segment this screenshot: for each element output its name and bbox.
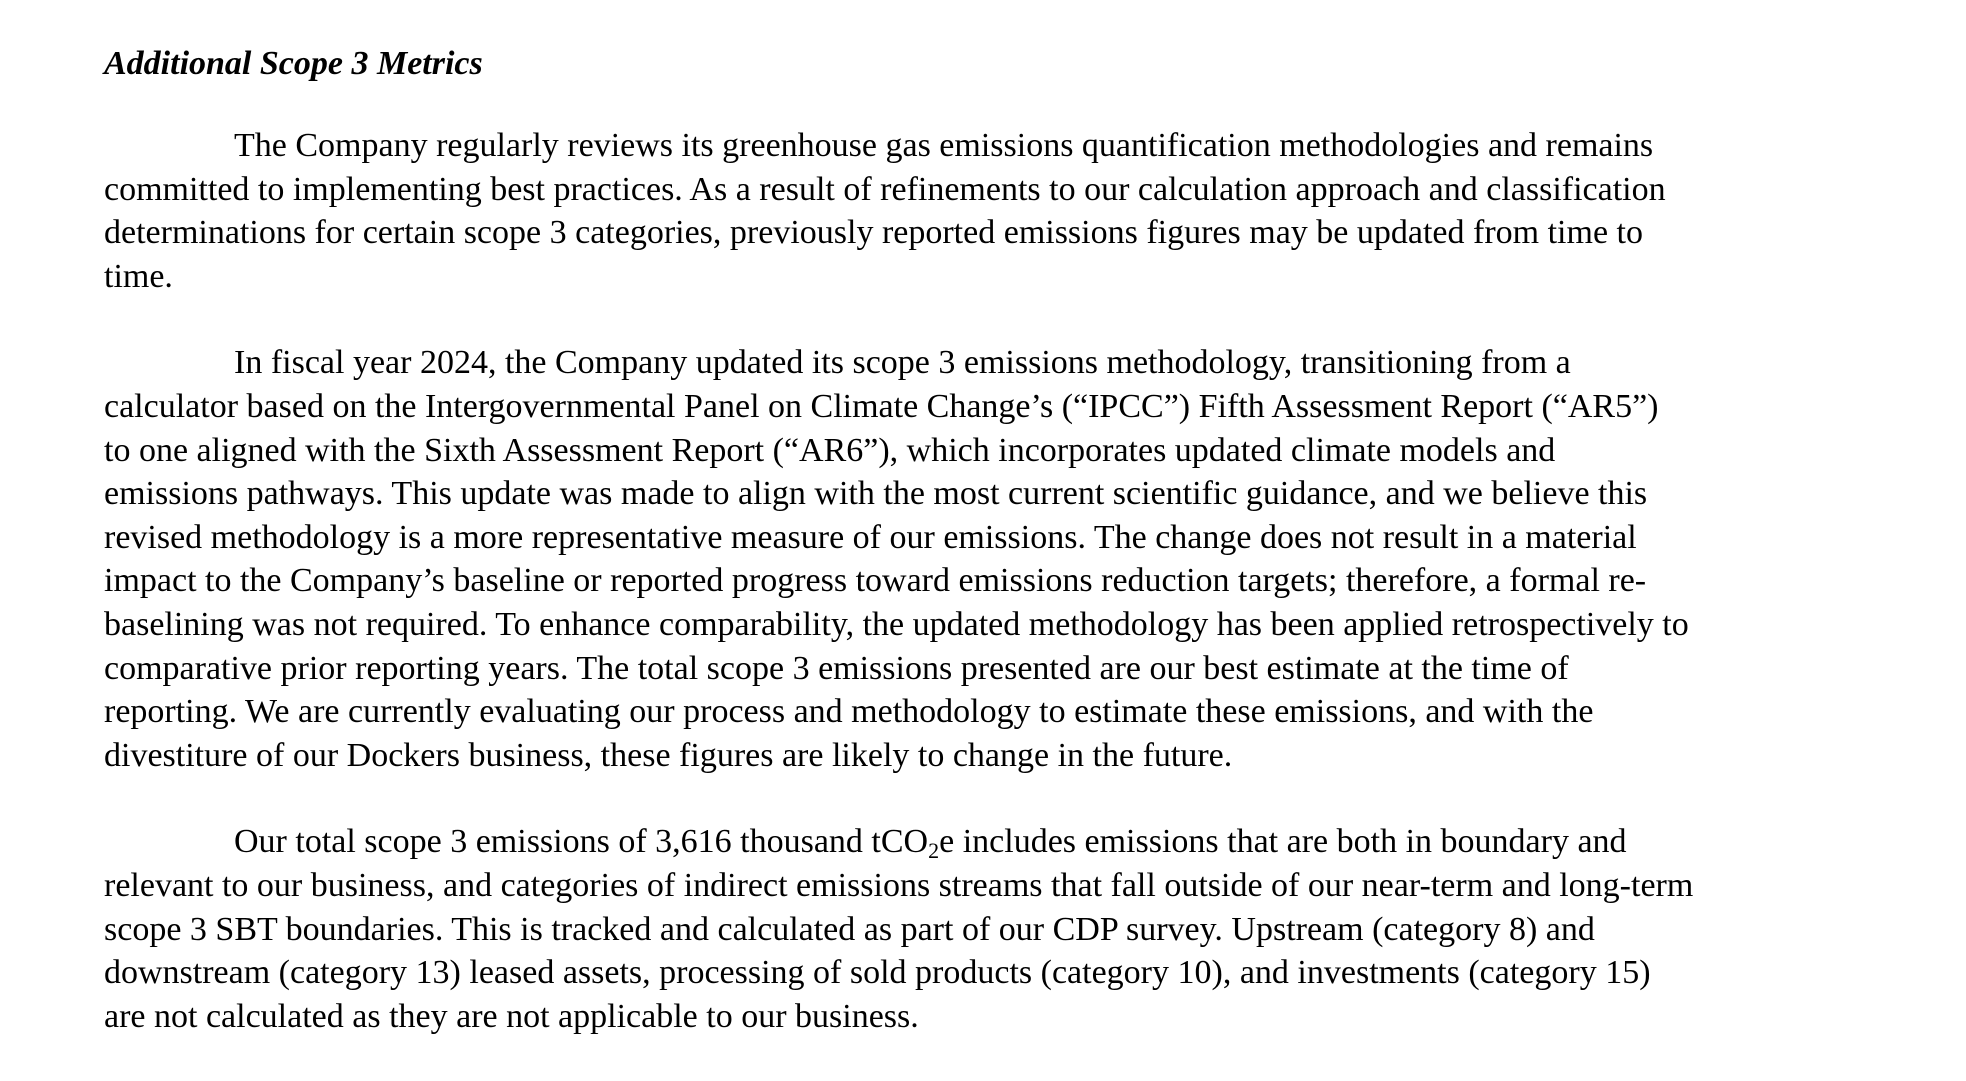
- paragraph-line: emissions pathways. This update was made to align with the most current scientific guidance, and we believe this: [104, 475, 1648, 513]
- paragraph-line: scope 3 SBT boundaries. This is tracked and calculated as part of our CDP survey. Upstream (category 8) and: [104, 910, 1595, 948]
- paragraph-line: determinations for certain scope 3 categories, previously reported emissions figures may be updated from time to: [104, 214, 1643, 252]
- paragraph-line: revised methodology is a more representative measure of our emissions. The change does not result in a material: [104, 518, 1637, 556]
- paragraph-ar6-update: [104, 341, 1824, 777]
- paragraph-line: time.: [104, 257, 173, 295]
- paragraph-total-scope3: [104, 820, 1824, 1038]
- section-heading: Additional Scope 3 Metrics: [104, 45, 483, 82]
- paragraph-line: are not calculated as they are not applicable to our business.: [104, 997, 919, 1035]
- paragraph-line: divestiture of our Dockers business, these figures are likely to change in the future.: [104, 736, 1233, 774]
- paragraph-line: baselining was not required. To enhance comparability, the updated methodology has been applied retrospectively to: [104, 605, 1689, 643]
- paragraph-line: committed to implementing best practices. As a result of refinements to our calculation approach and classification: [104, 170, 1666, 208]
- paragraph-line: impact to the Company’s baseline or reported progress toward emissions reduction targets; therefore, a formal re-: [104, 562, 1647, 600]
- subscript: 2: [928, 838, 940, 864]
- paragraph-line: downstream (category 13) leased assets, processing of sold products (category 10), and investments (category 15): [104, 954, 1651, 992]
- paragraph-line: reporting. We are currently evaluating our process and methodology to estimate these emissions, and with the: [104, 693, 1594, 731]
- paragraph-line: comparative prior reporting years. The total scope 3 emissions presented are our best estimate at the time of: [104, 649, 1569, 687]
- paragraph-line: calculator based on the Intergovernmental Panel on Climate Change’s (“IPCC”) Fifth Assessment Report (“AR5”): [104, 387, 1659, 425]
- paragraph-line: to one aligned with the Sixth Assessment Report (“AR6”), which incorporates updated climate models and: [104, 431, 1556, 469]
- text-run: Our total scope 3 emissions of 3,616 thousand tCO: [234, 823, 929, 861]
- text-run: e includes emissions that are both in boundary and: [939, 823, 1627, 861]
- paragraph-line: The Company regularly reviews its greenhouse gas emissions quantification methodologies and remains: [234, 127, 1654, 164]
- paragraph-line: relevant to our business, and categories of indirect emissions streams that fall outside of our near-term and long-term: [104, 866, 1694, 904]
- paragraph-line: In fiscal year 2024, the Company updated its scope 3 emissions methodology, transitioning from a: [234, 344, 1571, 382]
- document-page: [104, 40, 1824, 1081]
- paragraph-line: [104, 820, 1824, 864]
- paragraph-methodology-review: [104, 124, 1824, 298]
